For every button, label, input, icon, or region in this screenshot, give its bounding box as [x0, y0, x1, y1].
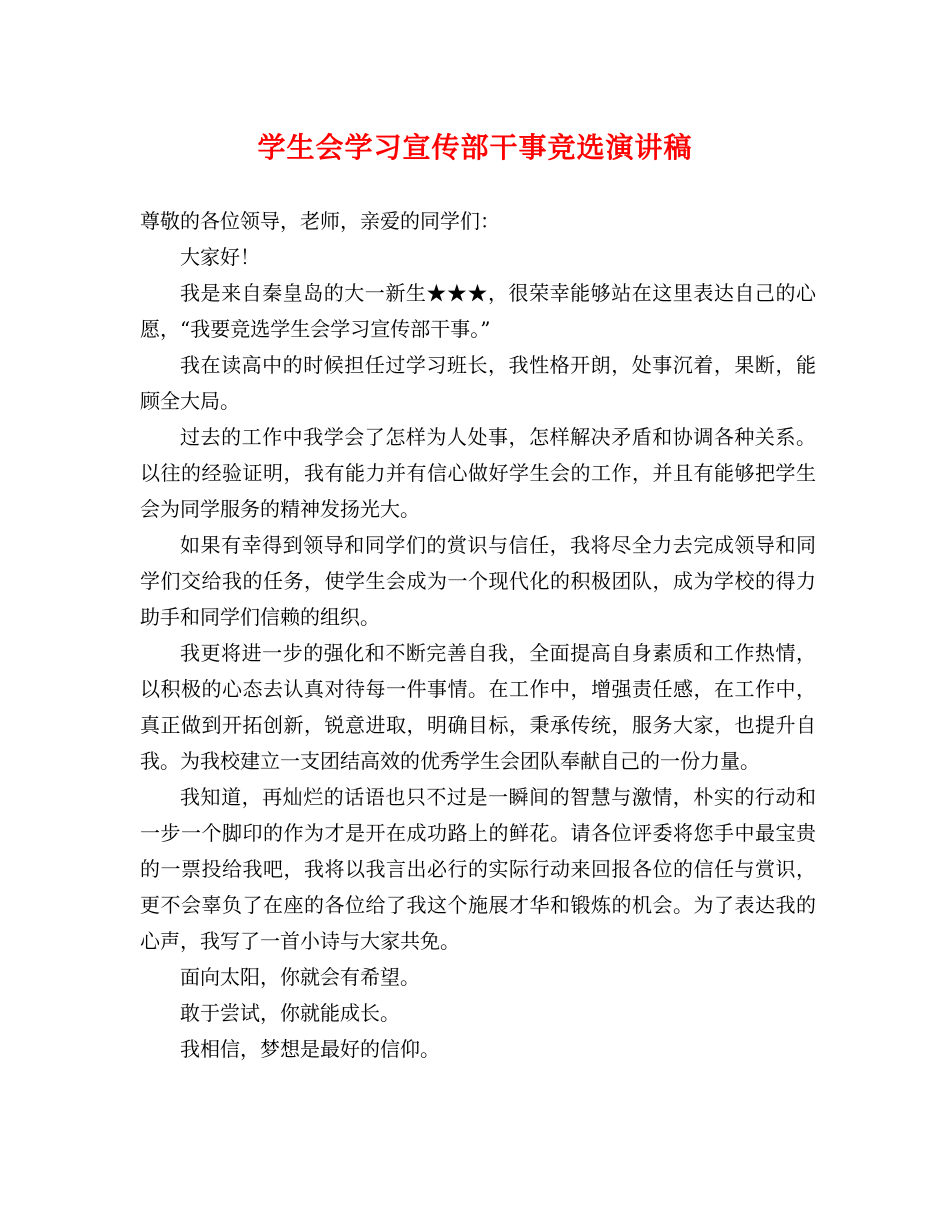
salutation-paragraph: 尊敬的各位领导，老师，亲爱的同学们： — [140, 209, 500, 233]
poem-line-3: 我相信，梦想是最好的信仰。 — [180, 1037, 440, 1061]
background-paragraph: 我在读高中的时候担任过学习班长，我性格开朗，处事沉着，果断，能顾全大局。 — [140, 353, 816, 413]
poem-line-1: 面向太阳，你就会有希望。 — [180, 965, 420, 989]
introduction-paragraph: 我是来自秦皇岛的大一新生★★★，很荣幸能够站在这里表达自己的心愿，“我要竞选学生会学习宣传部干事。” — [140, 281, 816, 341]
document-title: 学生会学习宣传部干事竞选演讲稿 — [257, 131, 693, 164]
poem-line-2: 敢于尝试，你就能成长。 — [180, 1001, 400, 1025]
closing-paragraph: 我知道，再灿烂的话语也只不过是一瞬间的智慧与激情，朴实的行动和一步一个脚印的作为才是开在成功路上的鲜花。请各位评委将您手中最宝贵的一票投给我吧，我将以我言出必行的实际行动来回报各位的信任与赏识，更不会辜负了在座的各位给了我这个施展才华和锻炼的机会。为了表达我的心声，我写了一首小诗与大家共免。 — [140, 785, 816, 953]
document-body — [140, 203, 816, 1067]
improvement-paragraph: 我更将进一步的强化和不断完善自我，全面提高自身素质和工作热情，以积极的心态去认真对待每一件事情。在工作中，增强责任感，在工作中，真正做到开拓创新，锐意进取，明确目标，秉承传统，服务大家，也提升自我。为我校建立一支团结高效的优秀学生会团队奉献自己的一份力量。 — [140, 641, 816, 773]
commitment-paragraph: 如果有幸得到领导和同学们的赏识与信任，我将尽全力去完成领导和同学们交给我的任务，使学生会成为一个现代化的积极团队，成为学校的得力助手和同学们信赖的组织。 — [140, 533, 816, 629]
experience-paragraph: 过去的工作中我学会了怎样为人处事，怎样解决矛盾和协调各种关系。以往的经验证明，我有能力并有信心做好学生会的工作，并且有能够把学生会为同学服务的精神发扬光大。 — [140, 425, 816, 521]
greeting-paragraph: 大家好！ — [180, 245, 260, 269]
